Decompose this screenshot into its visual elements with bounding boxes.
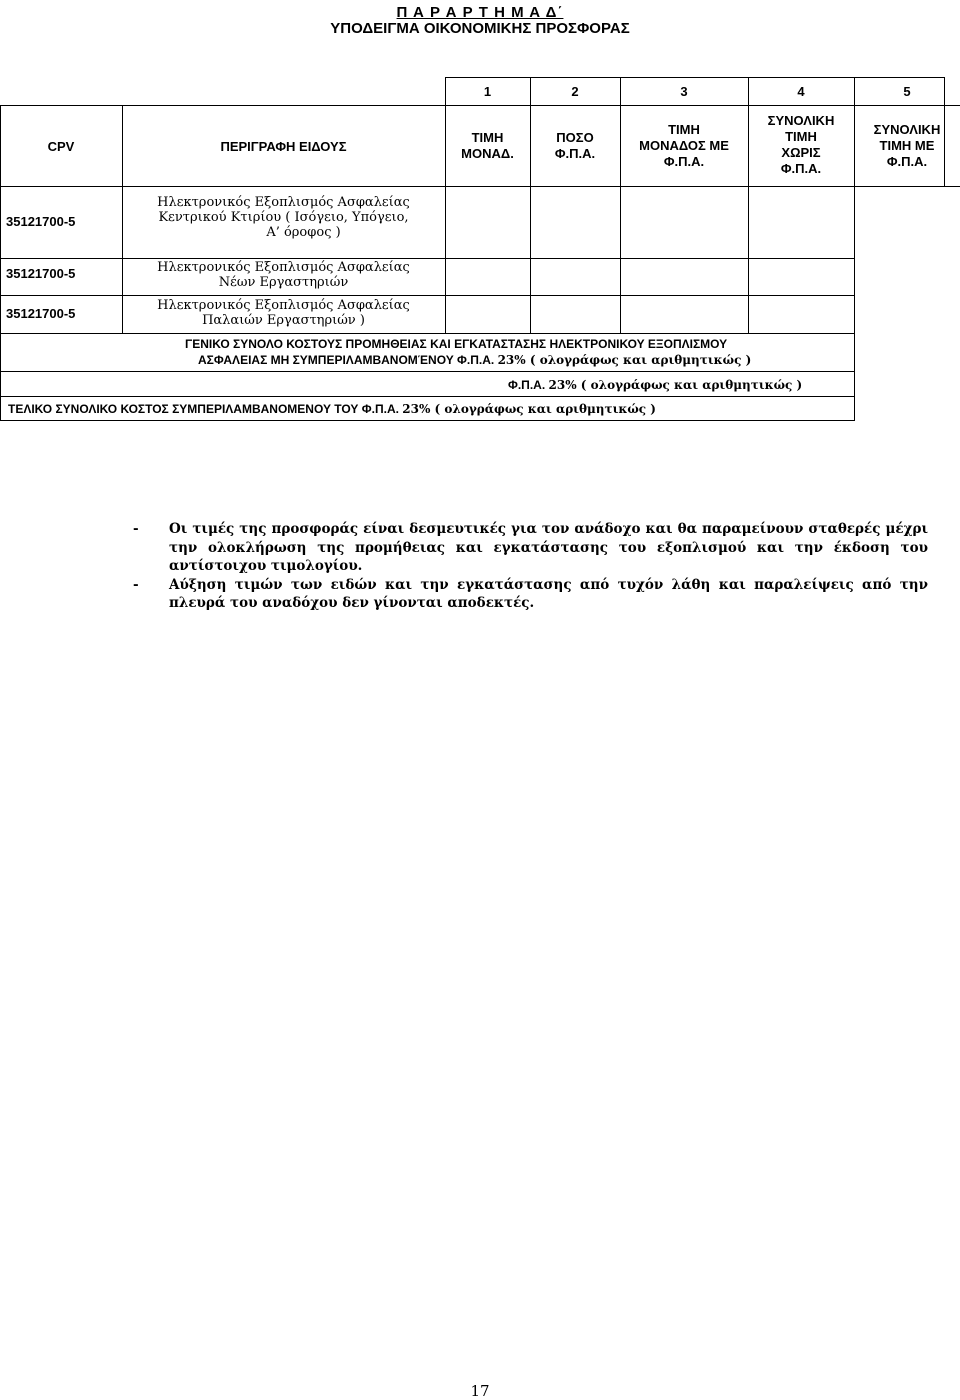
table-bottom-border <box>0 420 854 421</box>
col-divider <box>530 77 531 334</box>
general-total-label: ΑΣΦΑΛΕΙΑΣ ΜΗ ΣΥΜΠΕΡΙΛΑΜΒΑΝΟΜΈΝΟΥ Φ.Π.Α. <box>198 353 495 367</box>
vat-total-label: Φ.Π.Α. <box>508 378 546 392</box>
general-total-rate: 23% ( ολογράφως και αριθμητικώς ) <box>497 353 752 367</box>
header-line: ΜΟΝΑΔΟΣ ΜΕ <box>639 138 729 153</box>
header-total-without-vat <box>748 113 854 177</box>
col-divider <box>620 77 621 334</box>
description-line: Νέων Εργαστηριών <box>218 275 349 290</box>
terms-notes <box>133 520 928 613</box>
vat-total-rate: 23% ( ολογράφως και αριθμητικώς ) <box>548 378 803 392</box>
header-total-with-vat <box>854 122 960 170</box>
row-divider <box>0 371 854 372</box>
row-description <box>122 195 445 240</box>
header-line: ΣΥΝΟΛΙΚΗ <box>767 113 835 128</box>
header-unit-price-with-vat <box>620 122 748 170</box>
header-description: ΠΕΡΙΓΡΑΦΗ ΕΙΔΟΥΣ <box>220 139 347 154</box>
note-text: Οι τιμές της προσφοράς είναι δεσμευτικές για τον ανάδοχο και θα παραμείνουν σταθερές μέχρι την ολοκλήρωση της προμήθειας και εγκατάστασης του εξοπλισμού και την έκδοση του αντίστοιχου τιμολογίου. <box>169 521 928 574</box>
header-line: ΜΟΝΑΔ. <box>461 146 514 161</box>
note-text: Αύξηση τιμών των ειδών και την εγκατάστασης από τυχόν λάθη και παραλείψεις από την πλευρά του αναδόχου δεν γίνονται αποδεκτές. <box>169 576 928 611</box>
table-top-border <box>445 77 944 78</box>
header-line: ΤΙΜΗ ΜΕ <box>879 138 935 153</box>
header-vat-amount <box>530 130 620 162</box>
col-number: 4 <box>797 84 805 99</box>
description-line: Παλαιών Εργαστηριών ) <box>202 313 365 328</box>
document-subtitle: ΥΠΟΔΕΙΓΜΑ ΟΙΚΟΝΟΜΙΚΗΣ ΠΡΟΣΦΟΡΑΣ <box>330 20 630 37</box>
header-line: Φ.Π.Α. <box>886 154 928 169</box>
col-number: 3 <box>680 84 688 99</box>
description-line: Ηλεκτρονικός Εξοπλισμός Ασφαλείας <box>157 298 410 313</box>
page-number: 17 <box>470 1382 490 1400</box>
header-unit-price <box>445 130 530 162</box>
note-item <box>133 576 928 613</box>
description-line: Α’ όροφος ) <box>266 225 341 240</box>
row-description <box>122 260 445 290</box>
final-total-rate: 23% ( ολογράφως και αριθμητικώς ) <box>402 402 656 416</box>
col-divider <box>445 77 446 334</box>
row-cpv: 35121700-5 <box>6 266 76 281</box>
header-line: Φ.Π.Α. <box>554 146 596 161</box>
row-divider <box>0 396 854 397</box>
row-description <box>122 298 445 328</box>
row-cpv: 35121700-5 <box>6 214 76 229</box>
col-number: 1 <box>483 84 492 99</box>
col-number: 5 <box>903 84 911 99</box>
document-title: Π Α Ρ Α Ρ Τ Η Μ Α Δ΄ <box>396 4 564 21</box>
header-line: ΠΟΣΟ <box>556 130 594 145</box>
header-line: Φ.Π.Α. <box>780 161 822 176</box>
offer-table <box>0 0 960 425</box>
header-bottom-border <box>0 186 960 187</box>
final-total-line <box>8 401 656 417</box>
note-bullet: - <box>133 576 139 593</box>
row-cpv: 35121700-5 <box>6 306 76 321</box>
header-line: ΣΥΝΟΛΙΚΗ <box>873 122 941 137</box>
header-line: ΤΙΜΗ <box>785 129 817 144</box>
row-divider <box>0 333 854 334</box>
general-total-line1: ΓΕΝΙΚΟ ΣΥΝΟΛΟ ΚΟΣΤΟΥΣ ΠΡΟΜΗΘΕΙΑΣ ΚΑΙ ΕΓΚΑΤΑΣΤΑΣΗΣ ΗΛΕΚΤΡΟΝΙΚΟΥ ΕΞΟΠΛΙΣΜΟΥ <box>185 337 728 351</box>
row-divider <box>0 295 854 296</box>
description-line: Κεντρικού Κτιρίου ( Ισόγειο, Υπόγειο, <box>158 210 409 225</box>
description-line: Ηλεκτρονικός Εξοπλισμός Ασφαλείας <box>157 260 410 275</box>
general-total-line2 <box>198 352 751 368</box>
final-total-label: ΤΕΛΙΚΟ ΣΥΝΟΛΙΚΟ ΚΟΣΤΟΣ ΣΥΜΠΕΡΙΛΑΜΒΑΝΟΜΕΝΟΥ ΤΟΥ Φ.Π.Α. <box>8 402 399 416</box>
header-line: ΧΩΡΙΣ <box>781 145 821 160</box>
row-divider <box>0 258 854 259</box>
header-line: ΤΙΜΗ <box>668 122 700 137</box>
description-line: Ηλεκτρονικός Εξοπλισμός Ασφαλείας <box>157 195 410 210</box>
header-cpv: CPV <box>47 139 75 154</box>
note-bullet: - <box>133 521 139 537</box>
header-line: Φ.Π.Α. <box>663 154 705 169</box>
note-item <box>133 520 928 576</box>
header-top-border <box>0 105 960 106</box>
col-number: 2 <box>571 84 579 99</box>
header-line: ΤΙΜΗ <box>471 130 504 145</box>
vat-total-line <box>508 377 802 393</box>
